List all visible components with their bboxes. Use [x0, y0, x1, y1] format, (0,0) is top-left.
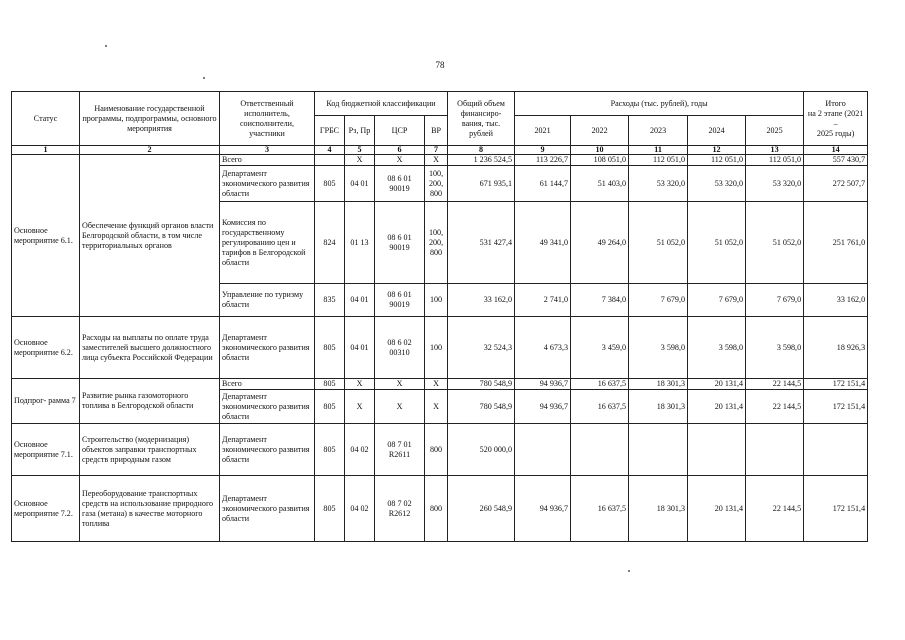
row-responsible: Всего — [220, 379, 315, 390]
row-status: Основное мероприятие 6.1. — [12, 155, 80, 317]
column-numbers-row — [12, 146, 868, 155]
col-number: 8 — [448, 146, 515, 155]
cell-grbs: 805 — [315, 476, 345, 542]
cell-grbs: 805 — [315, 390, 345, 424]
cell-2024: 53 320,0 — [688, 166, 746, 202]
col-number: 10 — [571, 146, 629, 155]
cell-sum: 172 151,4 — [804, 379, 868, 390]
cell-grbs: 805 — [315, 379, 345, 390]
cell-sum: 33 162,0 — [804, 284, 868, 317]
row-responsible: Всего — [220, 155, 315, 166]
cell-2025: 22 144,5 — [746, 390, 804, 424]
cell-2022: 51 403,0 — [571, 166, 629, 202]
row-name: Строительство (модернизация) объектов заправки транспортных средств природным газом — [80, 424, 220, 476]
cell-total: 260 548,9 — [448, 476, 515, 542]
cell-2021: 2 741,0 — [515, 284, 571, 317]
cell-rzpr: 04 01 — [345, 166, 375, 202]
cell-2025 — [746, 424, 804, 476]
row-responsible: Департамент экономического развития области — [220, 390, 315, 424]
header-total-volume: Общий объем финансиро- вания, тыс. рублей — [448, 92, 515, 146]
col-number: 7 — [425, 146, 448, 155]
row-status: Подпрог- рамма 7 — [12, 379, 80, 424]
col-number: 9 — [515, 146, 571, 155]
cell-2021: 94 936,7 — [515, 476, 571, 542]
cell-2022 — [571, 424, 629, 476]
col-number: 6 — [375, 146, 425, 155]
row-responsible: Комиссия по государственному регулированию цен и тарифов в Белгородской области — [220, 202, 315, 284]
table-row — [12, 476, 868, 542]
header-year-2024: 2024 — [688, 116, 746, 146]
cell-2025: 22 144,5 — [746, 379, 804, 390]
cell-2023 — [629, 424, 688, 476]
row-responsible: Департамент экономического развития области — [220, 424, 315, 476]
header-name: Наименование государственной программы, подпрограммы, основного мероприятия — [80, 92, 220, 146]
cell-2021: 49 341,0 — [515, 202, 571, 284]
cell-vr: X — [425, 379, 448, 390]
cell-total: 671 935,1 — [448, 166, 515, 202]
cell-csr: 08 7 01 R2611 — [375, 424, 425, 476]
cell-vr: 800 — [425, 476, 448, 542]
scan-speck — [105, 45, 107, 47]
cell-2021: 94 936,7 — [515, 379, 571, 390]
cell-2025: 7 679,0 — [746, 284, 804, 317]
cell-2023: 3 598,0 — [629, 317, 688, 379]
cell-2024: 51 052,0 — [688, 202, 746, 284]
header-vr: ВР — [425, 116, 448, 146]
header-grbs: ГРБС — [315, 116, 345, 146]
col-number: 14 — [804, 146, 868, 155]
cell-rzpr: X — [345, 155, 375, 166]
page-number: 78 — [435, 60, 445, 70]
cell-2025: 22 144,5 — [746, 476, 804, 542]
cell-2021: 94 936,7 — [515, 390, 571, 424]
row-name: Расходы на выплаты по оплате труда заместителей высшего должностного лица субъекта Российской Федерации — [80, 317, 220, 379]
cell-vr: 100 — [425, 284, 448, 317]
cell-grbs: 835 — [315, 284, 345, 317]
cell-csr: X — [375, 155, 425, 166]
cell-sum: 272 507,7 — [804, 166, 868, 202]
cell-csr: 08 6 01 90019 — [375, 166, 425, 202]
cell-2022: 108 051,0 — [571, 155, 629, 166]
cell-2022: 16 637,5 — [571, 476, 629, 542]
cell-2022: 16 637,5 — [571, 390, 629, 424]
col-number: 5 — [345, 146, 375, 155]
cell-2024 — [688, 424, 746, 476]
col-number: 12 — [688, 146, 746, 155]
cell-csr: X — [375, 379, 425, 390]
col-number: 1 — [12, 146, 80, 155]
cell-2023: 18 301,3 — [629, 390, 688, 424]
cell-total: 32 524,3 — [448, 317, 515, 379]
row-name: Развитие рынка газомоторного топлива в Белгородской области — [80, 379, 220, 424]
cell-csr: 08 6 01 90019 — [375, 202, 425, 284]
cell-2025: 3 598,0 — [746, 317, 804, 379]
header-rzpr: Рз, Пр — [345, 116, 375, 146]
cell-grbs: 805 — [315, 166, 345, 202]
budget-table — [11, 91, 868, 542]
cell-csr: 08 6 02 00310 — [375, 317, 425, 379]
cell-csr: 08 6 01 90019 — [375, 284, 425, 317]
cell-2023: 112 051,0 — [629, 155, 688, 166]
header-year-2022: 2022 — [571, 116, 629, 146]
cell-grbs — [315, 155, 345, 166]
cell-total: 33 162,0 — [448, 284, 515, 317]
cell-total: 780 548,9 — [448, 379, 515, 390]
cell-sum: 172 151,4 — [804, 476, 868, 542]
header-csr: ЦСР — [375, 116, 425, 146]
row-name: Переоборудование транспортных средств на использование природного газа (метана) в качестве моторного топлива — [80, 476, 220, 542]
cell-2024: 20 131,4 — [688, 390, 746, 424]
cell-2024: 112 051,0 — [688, 155, 746, 166]
cell-vr: 100, 200, 800 — [425, 166, 448, 202]
cell-vr: 800 — [425, 424, 448, 476]
row-status: Основное мероприятие 7.1. — [12, 424, 80, 476]
cell-vr: X — [425, 390, 448, 424]
cell-grbs: 824 — [315, 202, 345, 284]
cell-2024: 3 598,0 — [688, 317, 746, 379]
cell-2023: 18 301,3 — [629, 476, 688, 542]
cell-2022: 3 459,0 — [571, 317, 629, 379]
row-responsible: Департамент экономического развития области — [220, 476, 315, 542]
cell-total: 520 000,0 — [448, 424, 515, 476]
cell-sum: 557 430,7 — [804, 155, 868, 166]
cell-sum — [804, 424, 868, 476]
row-responsible: Департамент экономического развития области — [220, 317, 315, 379]
cell-2024: 7 679,0 — [688, 284, 746, 317]
cell-rzpr: 04 02 — [345, 476, 375, 542]
header-budget-code: Код бюджетной классификации — [315, 92, 448, 116]
cell-2023: 7 679,0 — [629, 284, 688, 317]
cell-2022: 7 384,0 — [571, 284, 629, 317]
cell-2022: 16 637,5 — [571, 379, 629, 390]
cell-rzpr: 01 13 — [345, 202, 375, 284]
cell-grbs: 805 — [315, 424, 345, 476]
cell-2023: 51 052,0 — [629, 202, 688, 284]
col-number: 13 — [746, 146, 804, 155]
cell-2021: 113 226,7 — [515, 155, 571, 166]
row-responsible: Управление по туризму области — [220, 284, 315, 317]
header-responsible: Ответственный исполнитель, соисполнители, участники — [220, 92, 315, 146]
cell-sum: 251 761,0 — [804, 202, 868, 284]
row-name: Обеспечение функций органов власти Белгородской области, в том числе территориальных органов — [80, 155, 220, 317]
cell-2023: 18 301,3 — [629, 379, 688, 390]
cell-rzpr: X — [345, 390, 375, 424]
cell-rzpr: 04 01 — [345, 284, 375, 317]
cell-csr: 08 7 02 R2612 — [375, 476, 425, 542]
cell-sum: 172 151,4 — [804, 390, 868, 424]
header-total-stage: Итого на 2 этапе (2021 – 2025 годы) — [804, 92, 868, 146]
cell-total: 780 548,9 — [448, 390, 515, 424]
table-row — [12, 379, 868, 390]
cell-vr: 100, 200, 800 — [425, 202, 448, 284]
cell-total: 531 427,4 — [448, 202, 515, 284]
cell-vr: X — [425, 155, 448, 166]
col-number: 3 — [220, 146, 315, 155]
table-row — [12, 317, 868, 379]
row-status: Основное мероприятие 7.2. — [12, 476, 80, 542]
col-number: 4 — [315, 146, 345, 155]
table-row — [12, 155, 868, 166]
header-year-2025: 2025 — [746, 116, 804, 146]
row-status: Основное мероприятие 6.2. — [12, 317, 80, 379]
scan-speck — [203, 77, 205, 79]
header-year-2021: 2021 — [515, 116, 571, 146]
cell-rzpr: 04 01 — [345, 317, 375, 379]
header-status: Статус — [12, 92, 80, 146]
cell-vr: 100 — [425, 317, 448, 379]
col-number: 11 — [629, 146, 688, 155]
cell-rzpr: X — [345, 379, 375, 390]
cell-sum: 18 926,3 — [804, 317, 868, 379]
col-number: 2 — [80, 146, 220, 155]
cell-2025: 112 051,0 — [746, 155, 804, 166]
cell-2021: 61 144,7 — [515, 166, 571, 202]
header-expenses: Расходы (тыс. рублей), годы — [515, 92, 804, 116]
cell-total: 1 236 524,5 — [448, 155, 515, 166]
table-row — [12, 424, 868, 476]
cell-2024: 20 131,4 — [688, 476, 746, 542]
cell-csr: X — [375, 390, 425, 424]
cell-2025: 53 320,0 — [746, 166, 804, 202]
cell-2022: 49 264,0 — [571, 202, 629, 284]
row-responsible: Департамент экономического развития области — [220, 166, 315, 202]
cell-rzpr: 04 02 — [345, 424, 375, 476]
cell-grbs: 805 — [315, 317, 345, 379]
cell-2025: 51 052,0 — [746, 202, 804, 284]
header-year-2023: 2023 — [629, 116, 688, 146]
cell-2021 — [515, 424, 571, 476]
cell-2024: 20 131,4 — [688, 379, 746, 390]
cell-2023: 53 320,0 — [629, 166, 688, 202]
cell-2021: 4 673,3 — [515, 317, 571, 379]
scan-speck — [628, 570, 630, 572]
